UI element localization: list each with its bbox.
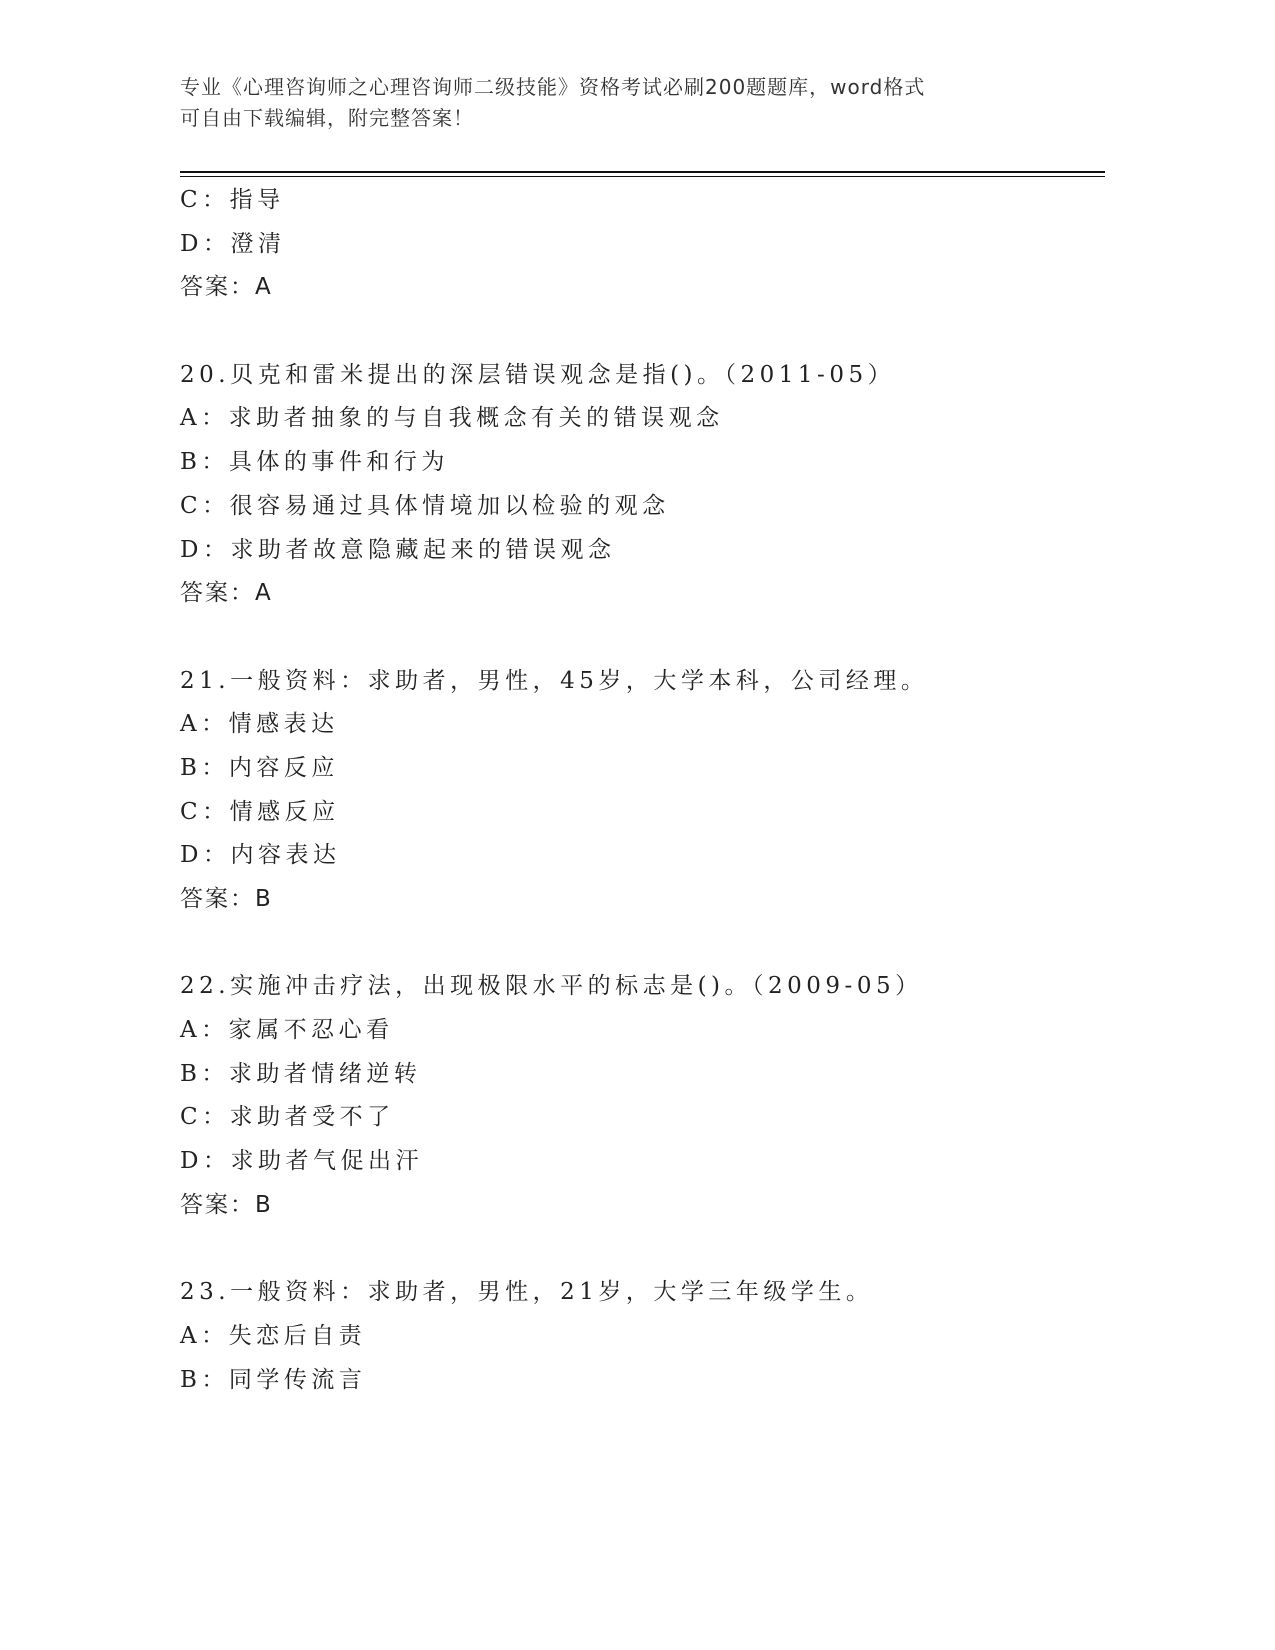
option-line: A：家属不忍心看 — [180, 1017, 394, 1044]
option-line: B：具体的事件和行为 — [180, 449, 449, 476]
option-line: D：内容表达 — [180, 842, 341, 869]
option-line: B：同学传流言 — [180, 1366, 367, 1393]
document-body — [180, 179, 1105, 1402]
answer-line: 答案：A — [180, 274, 273, 301]
option-line: C：指导 — [180, 187, 285, 213]
header-line-1: 专业《心理咨询师之心理咨询师二级技能》资格考试必刷200题题库，word格式 — [180, 75, 926, 99]
document-header — [180, 72, 1040, 134]
option-line: C：求助者受不了 — [180, 1104, 395, 1131]
option-line: D：求助者故意隐藏起来的错误观念 — [180, 536, 616, 563]
option-line: A：情感表达 — [180, 711, 339, 738]
option-line: C：很容易通过具体情境加以检验的观念 — [180, 492, 670, 519]
header-divider-thick — [180, 171, 1105, 173]
answer-line: 答案：B — [180, 886, 273, 912]
option-line: A：失恋后自责 — [180, 1322, 367, 1349]
option-line: B：求助者情绪逆转 — [180, 1060, 422, 1087]
answer-line: 答案：A — [180, 580, 273, 607]
blank-line — [180, 310, 1105, 354]
answer-line: 答案：B — [180, 1191, 273, 1218]
option-line: D：求助者气促出汗 — [180, 1148, 423, 1175]
option-line: C：情感反应 — [180, 798, 340, 825]
question-line: 23.一般资料：求助者，男性，21岁，大学三年级学生。 — [180, 1279, 874, 1306]
question-line: 20.贝克和雷米提出的深层错误观念是指()。（2011-05） — [180, 361, 896, 388]
header-divider-thin — [180, 176, 1105, 177]
option-line: A：求助者抽象的与自我概念有关的错误观念 — [180, 405, 724, 432]
header-line-2: 可自由下载编辑，附完整答案！ — [180, 106, 474, 130]
option-line: D：澄清 — [180, 230, 286, 257]
blank-line — [180, 616, 1105, 660]
option-line: B：内容反应 — [180, 754, 339, 781]
question-line: 21.一般资料：求助者，男性，45岁，大学本科，公司经理。 — [180, 667, 929, 694]
blank-line — [180, 1228, 1105, 1272]
question-line: 22.实施冲击疗法，出现极限水平的标志是()。（2009-05） — [180, 973, 923, 1000]
blank-line — [180, 922, 1105, 966]
